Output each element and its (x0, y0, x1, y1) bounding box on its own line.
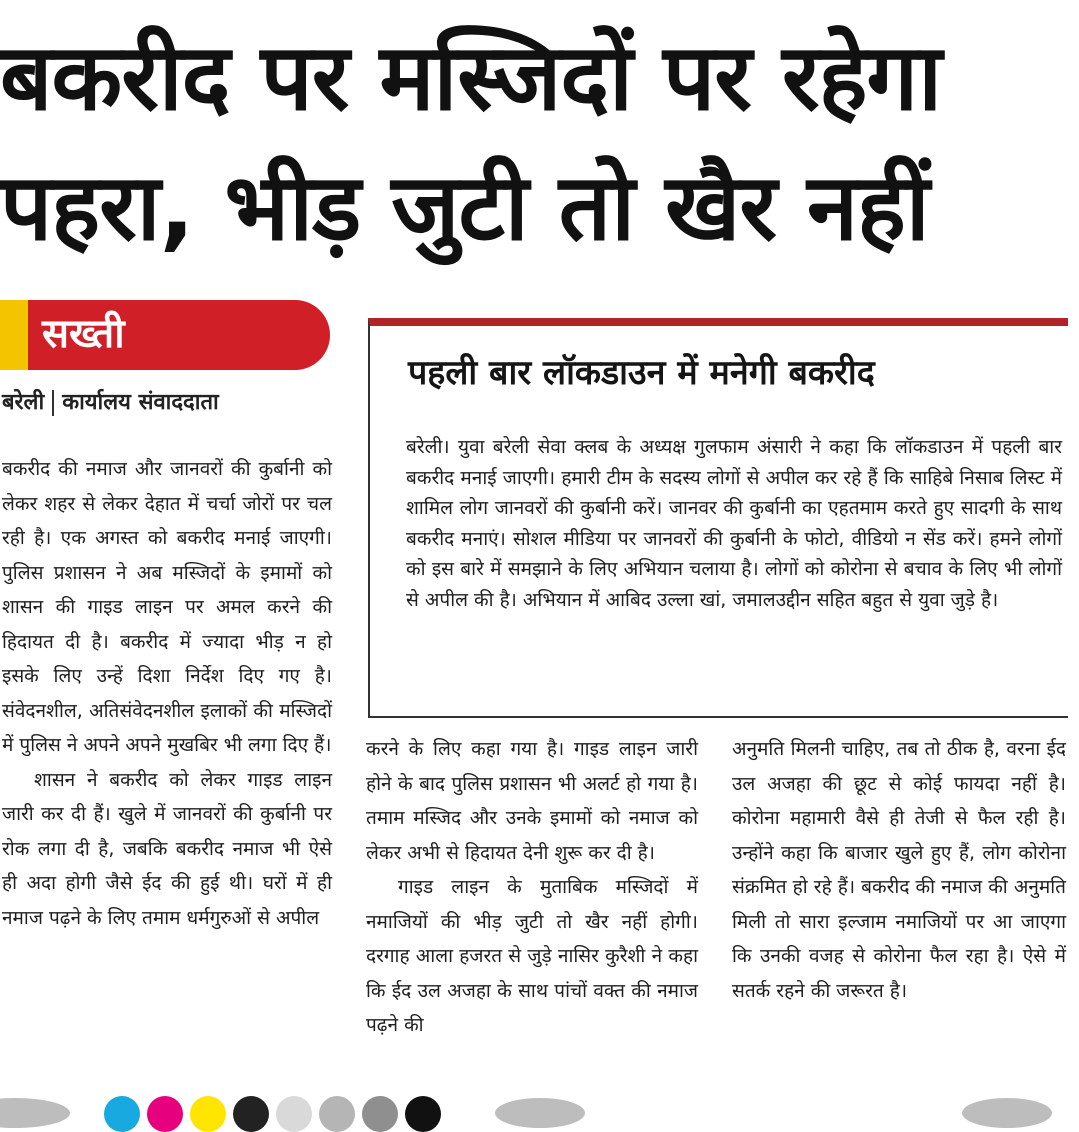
registration-mark (962, 1098, 1052, 1128)
byline-divider (52, 390, 54, 416)
color-swatch-dot (405, 1096, 441, 1132)
sidebar-box (368, 318, 1068, 718)
registration-mark (495, 1098, 585, 1128)
byline-author: कार्यालय संवाददाता (62, 390, 219, 415)
article-paragraph: अनुमति मिलनी चाहिए, तब तो ठीक है, वरना ईद उल अजहा की छूट से कोई फायदा नहीं है। कोरोना महामारी वैसे ही तेजी से फैल रही है। उन्होंने कहा कि बाजार खुले हुए हैं, लोग कोरोना संक्रमित हो रहे हैं। बकरीद की नमाज की अनुमति मिली तो सारा इल्जाम नमाजियों पर आ जाएगा कि उनकी वजह से कोरोना फैल रहा है। ऐसे में सतर्क रहने की जरूरत है। (732, 738, 1066, 1002)
sidebar-title: पहली बार लॉकडाउन में मनेगी बकरीद (408, 353, 875, 393)
color-swatch-dot (233, 1096, 269, 1132)
headline-line-2: पहरा, भीड़ जुटी तो खैर नहीं (0, 154, 929, 261)
section-tag (0, 300, 330, 370)
article-column-2 (366, 732, 698, 1043)
registration-mark (0, 1098, 70, 1128)
byline-city: बरेली (2, 390, 45, 415)
article-column-1 (2, 452, 332, 935)
color-swatch-dot (319, 1096, 355, 1132)
article-paragraph: बकरीद की नमाज और जानवरों की कुर्बानी को लेकर शहर से लेकर देहात में चर्चा जोरों पर चल रही है। एक अगस्त को बकरीद मनाई जाएगी। पुलिस प्रशासन ने अब मस्जिदों के इमामों को शासन की गाइड लाइन पर अमल करने की हिदायत दी है। बकरीद में ज्यादा भीड़ न हो इसके लिए उन्हें दिशा निर्देश दिए गए है। संवेदनशील, अतिसंवेदनशील इलाकों की मस्जिदों में पुलिस ने अपने अपने मुखबिर भी लगा दिए हैं। (2, 458, 332, 756)
headline-line-1: बकरीद पर मस्जिदों पर रहेगा (0, 24, 942, 131)
article-paragraph: करने के लिए कहा गया है। गाइड लाइन जारी होने के बाद पुलिस प्रशासन भी अलर्ट हो गया है। तमाम मस्जिद और उनके इमामों को नमाज को लेकर अभी से हिदायत देनी शुरू कर दी है। (366, 738, 698, 864)
byline (2, 386, 219, 416)
tag-accent-bar (0, 300, 28, 370)
article-paragraph: शासन ने बकरीद को लेकर गाइड लाइन जारी कर दी हैं। खुले में जानवरों की कुर्बानी पर रोक लगा दी है, जबकि बकरीद नमाज भी ऐसे ही अदा होगी जैसे ईद की हुई थी। घरों में ही नमाज पढ़ने के लिए तमाम धर्मगुरुओं से अपील (2, 768, 332, 929)
article-column-3 (732, 732, 1066, 1008)
color-swatch-dot (362, 1096, 398, 1132)
article-paragraph: गाइड लाइन के मुताबिक मस्जिदों में नमाजियों की भीड़ जुटी तो खैर नहीं होगी। दरगाह आला हजरत से जुड़े नासिर कुरैशी ने कहा कि ईद उल अजहा के साथ पांचों वक्त की नमाज पढ़ने की (366, 876, 698, 1036)
section-tag-label: सख्ती (42, 311, 125, 357)
color-swatch-dot (276, 1096, 312, 1132)
sidebar-body: बरेली। युवा बरेली सेवा क्लब के अध्यक्ष गुलफाम अंसारी ने कहा कि लॉकडाउन में पहली बार बकरीद मनाई जाएगी। हमारी टीम के सदस्य लोगों से अपील कर रहे हैं कि साहिबे निसाब लिस्ट में शामिल लोग जानवरों की कुर्बानी करें। जानवर की कुर्बानी का एहतमाम करते हुए सादगी के साथ बकरीद मनाएं। सोशल मीडिया पर जानवरों की कुर्बानी के फोटो, वीडियो न सेंड करें। हमने लोगों को इस बारे में समझाने के लिए अभियान चलाया है। लोगों को कोरोना से बचाव के लिए भी लोगों से अपील की है। अभियान में आबिद उल्ला खां, जमालउद्दीन सहित बहुत से युवा जुड़े है। (406, 436, 1062, 611)
color-swatch-dot (190, 1096, 226, 1132)
color-swatch-dot (147, 1096, 183, 1132)
color-swatch-dot (104, 1096, 140, 1132)
